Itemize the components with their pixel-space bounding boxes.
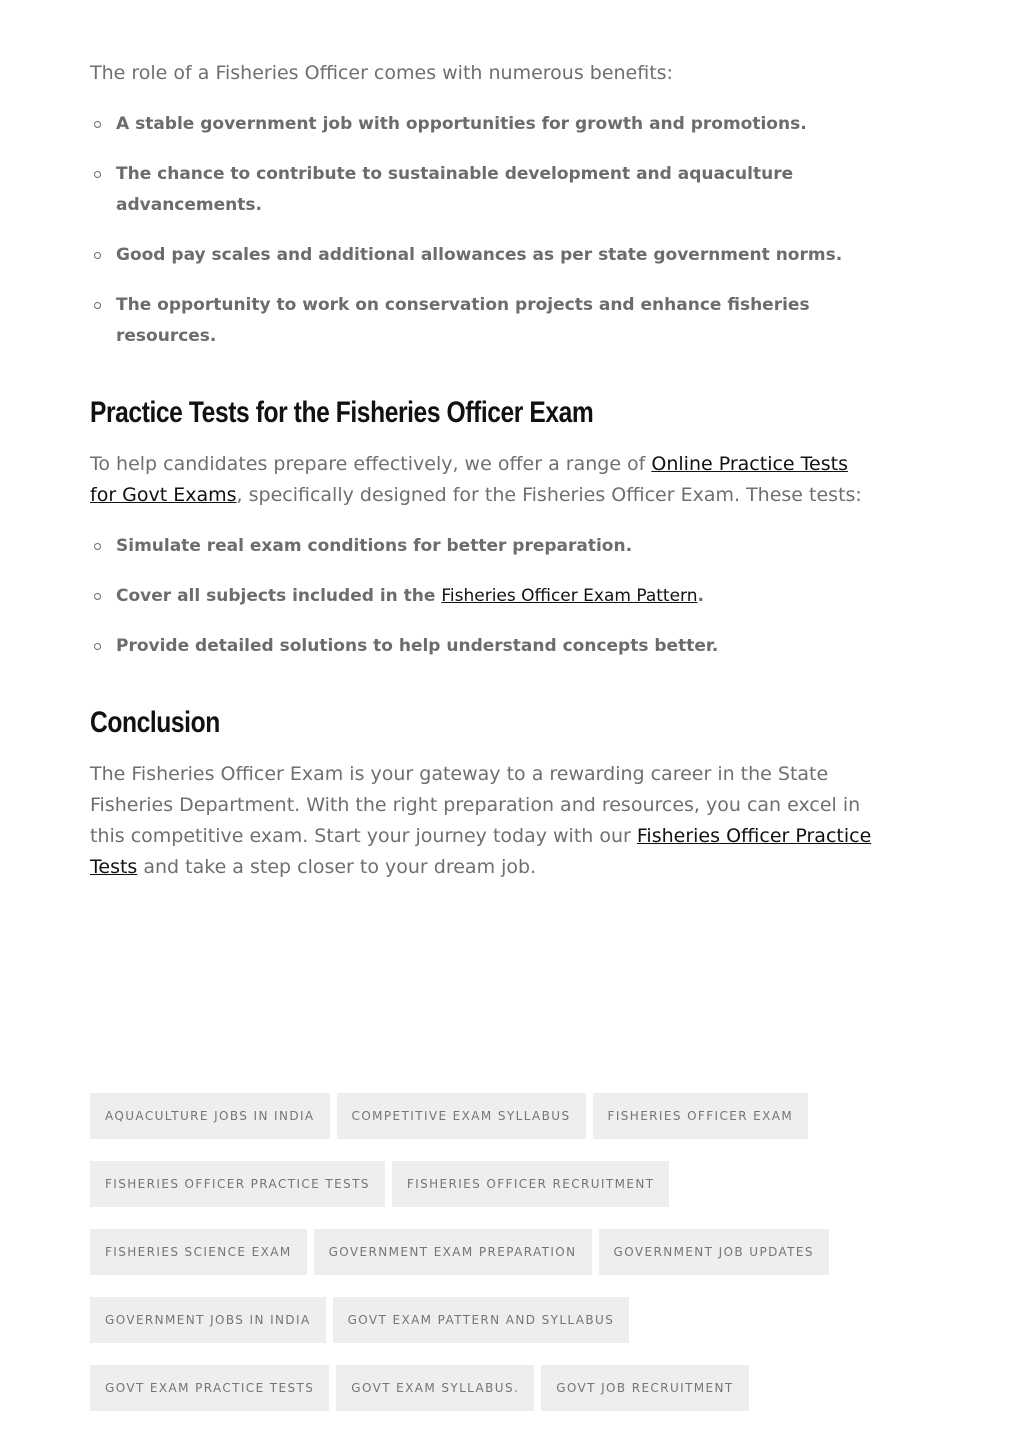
list-item <box>90 531 880 562</box>
exam-pattern-link[interactable]: Fisheries Officer Exam Pattern <box>441 586 698 606</box>
online-practice-tests-link[interactable]: Online Practice Tests for Govt Exams <box>90 453 848 506</box>
tag-link[interactable]: FISHERIES SCIENCE EXAM <box>90 1229 307 1275</box>
article-body <box>90 58 880 883</box>
features-list <box>90 531 880 662</box>
tag-link[interactable]: COMPETITIVE EXAM SYLLABUS <box>337 1093 586 1139</box>
list-item <box>90 159 880 221</box>
paragraph-text: and take a step closer to your dream job. <box>137 856 537 878</box>
practice-tests-heading: Practice Tests for the Fisheries Officer Exam <box>90 396 594 429</box>
tag-link[interactable]: FISHERIES OFFICER RECRUITMENT <box>392 1161 670 1207</box>
practice-tests-paragraph <box>90 449 880 511</box>
list-item <box>90 240 880 271</box>
tag-link[interactable]: GOVT EXAM PATTERN AND SYLLABUS <box>333 1297 630 1343</box>
bullet-icon <box>94 593 101 600</box>
list-item <box>90 290 880 352</box>
bullet-icon <box>94 643 101 650</box>
bullet-icon <box>94 543 101 550</box>
list-item <box>90 109 880 140</box>
tag-link[interactable]: GOVT EXAM SYLLABUS. <box>336 1365 534 1411</box>
practice-tests-link[interactable]: Fisheries Officer Practice Tests <box>90 825 872 878</box>
tag-link[interactable]: GOVT EXAM PRACTICE TESTS <box>90 1365 329 1411</box>
tag-link[interactable]: GOVERNMENT EXAM PREPARATION <box>314 1229 592 1275</box>
list-item <box>90 631 880 662</box>
tag-link[interactable]: GOVERNMENT JOBS IN INDIA <box>90 1297 326 1343</box>
tag-cloud <box>90 1093 910 1411</box>
tag-link[interactable]: GOVT JOB RECRUITMENT <box>541 1365 748 1411</box>
list-item-text: Simulate real exam conditions for better preparation. <box>116 536 633 556</box>
paragraph-text: To help candidates prepare effectively, we offer a range of <box>90 453 652 475</box>
list-item-text: The chance to contribute to sustainable development and aquaculture advancements. <box>116 164 794 215</box>
list-item-text: Good pay scales and additional allowances as per state government norms. <box>116 245 843 265</box>
conclusion-paragraph <box>90 759 880 883</box>
paragraph-text: The Fisheries Officer Exam is your gateway to a rewarding career in the State Fisheries Department. With the right preparation and resources, you can excel in this competitive exam. Start your journey today with our <box>90 763 861 847</box>
bullet-icon <box>94 302 101 309</box>
list-item-text: Provide detailed solutions to help understand concepts better. <box>116 636 719 656</box>
intro-paragraph: The role of a Fisheries Officer comes with numerous benefits: <box>90 62 673 84</box>
list-item <box>90 581 880 612</box>
tag-link[interactable]: FISHERIES OFFICER PRACTICE TESTS <box>90 1161 385 1207</box>
tag-link[interactable]: AQUACULTURE JOBS IN INDIA <box>90 1093 330 1139</box>
conclusion-heading: Conclusion <box>90 706 220 739</box>
benefits-list <box>90 109 880 352</box>
tag-link[interactable]: GOVERNMENT JOB UPDATES <box>599 1229 829 1275</box>
bullet-icon <box>94 121 101 128</box>
list-item-text: . <box>697 586 704 606</box>
bullet-icon <box>94 252 101 259</box>
list-item-text: Cover all subjects included in the <box>116 586 442 606</box>
list-item-text: The opportunity to work on conservation projects and enhance fisheries resources. <box>116 295 810 346</box>
paragraph-text: , specifically designed for the Fisheries Officer Exam. These tests: <box>236 484 862 506</box>
list-item-text: A stable government job with opportunities for growth and promotions. <box>116 114 807 134</box>
tag-link[interactable]: FISHERIES OFFICER EXAM <box>593 1093 809 1139</box>
bullet-icon <box>94 171 101 178</box>
